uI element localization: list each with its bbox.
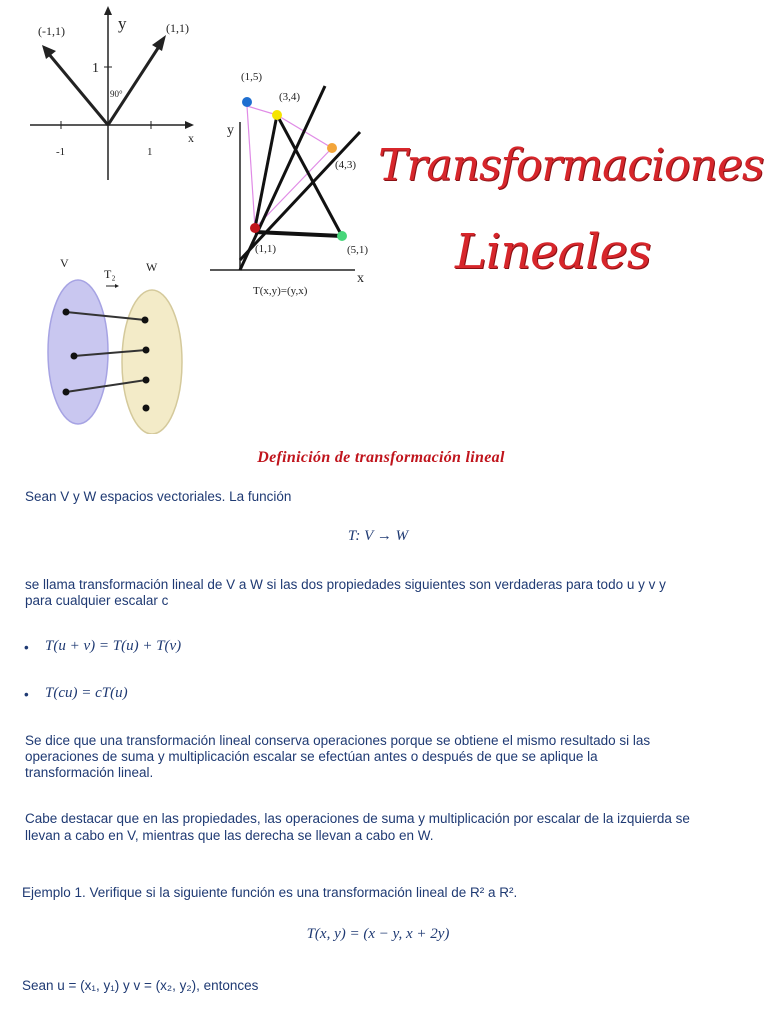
paragraph-conserve-line3: transformación lineal.	[25, 765, 154, 780]
point-5-1	[337, 231, 347, 241]
label-3-4: (3,4)	[279, 91, 301, 103]
point-3-4	[272, 110, 282, 120]
label-one-one: (1,1)	[166, 21, 189, 35]
paragraph-conserve-line2: operaciones de suma y multiplicación escalar se efectúan antes o después de que se aplique la	[25, 749, 598, 764]
tick-pos-one-label: 1	[147, 146, 153, 158]
point-1-5	[242, 97, 252, 107]
paragraph-intro: Sean V y W espacios vectoriales. La función	[25, 489, 292, 504]
paragraph-definition-line2: para cualquier escalar c	[25, 593, 169, 608]
map-label: T₂	[104, 267, 116, 281]
label-1-5: (1,5)	[241, 71, 263, 83]
label-1-1: (1,1)	[255, 243, 277, 255]
point-1-1	[250, 223, 260, 233]
bullet-1-marker: •	[24, 640, 29, 655]
transformation-caption: T(x,y)=(y,x)	[253, 285, 308, 297]
tick-one-label: 1	[92, 61, 99, 76]
label-4-3: (4,3)	[335, 159, 357, 171]
set-w-label: W	[146, 260, 158, 274]
example-heading: Ejemplo 1. Verifique si la siguiente función es una transformación lineal de R² a R².	[22, 885, 518, 900]
point-4-3	[327, 143, 337, 153]
label-5-1: (5,1)	[347, 244, 369, 256]
bullet-2-marker: •	[24, 687, 29, 702]
paragraph-conserve-line1: Se dice que una transformación lineal conserva operaciones porque se obtiene el mismo resultado si las	[25, 733, 651, 748]
paragraph-definition-line1: se llama transformación lineal de V a W si las dos propiedades siguientes son verdaderas para todo u y v y	[25, 577, 666, 592]
label-neg-one-one: (-1,1)	[38, 24, 65, 38]
axis-x-label: x	[188, 131, 194, 145]
bullet-additivity: T(u + v) = T(u) + T(v)	[45, 638, 182, 654]
axis-y-label: y	[118, 14, 127, 33]
axis-x-label: x	[357, 271, 364, 286]
tick-neg-one-label: -1	[56, 146, 66, 158]
brand-title-line1: Transformaciones	[378, 140, 764, 191]
set-v-label: V	[60, 256, 69, 270]
paragraph-note-line1: Cabe destacar que en las propiedades, las operaciones de suma y multiplicación por escalar de la izquierda se	[25, 811, 690, 826]
paragraph-note-line2: llevan a cabo en V, mientras que las derecha se llevan a cabo en W.	[25, 828, 434, 843]
points-transformation-figure	[205, 60, 380, 325]
axis-y-label: y	[227, 123, 234, 138]
equation-example: T(x, y) = (x − y, x + 2y)	[306, 926, 450, 942]
equation-function: T: V → W	[347, 528, 409, 544]
definition-heading: Definición de transformación lineal	[257, 449, 505, 466]
paragraph-let: Sean u = (x₁, y₁) y v = (x₂, y₂), entonces	[22, 978, 259, 993]
bullet-homogeneity: T(cu) = cT(u)	[45, 685, 128, 701]
angle-label: 90°	[110, 89, 123, 99]
brand-title-line2: Lineales	[455, 224, 651, 280]
sets-mapping-figure	[40, 252, 200, 434]
vector-axes-figure	[20, 5, 210, 185]
